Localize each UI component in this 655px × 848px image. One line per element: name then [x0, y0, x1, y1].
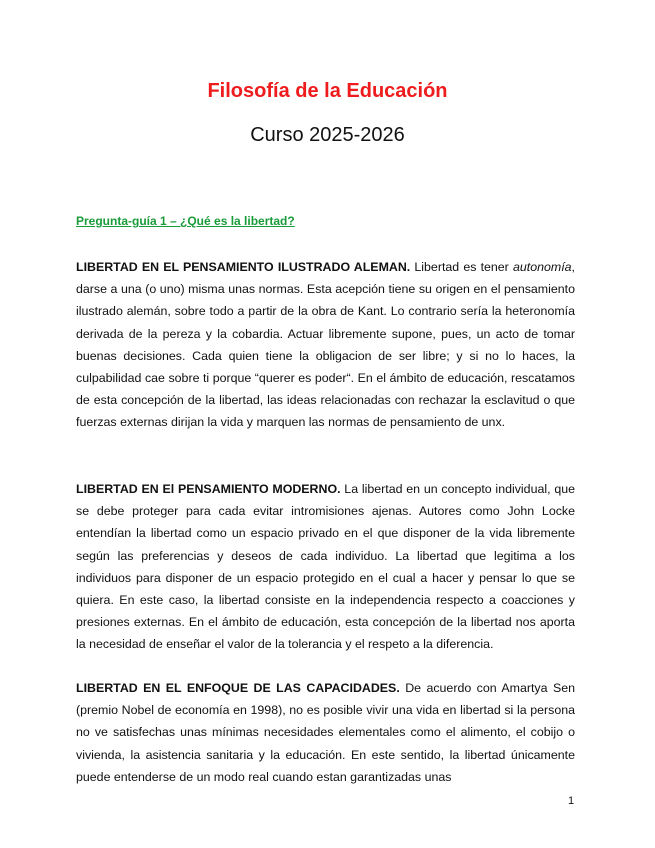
paragraph-text: Libertad es tener	[410, 260, 513, 274]
paragraph-lead: LIBERTAD EN EL ENFOQUE DE LAS CAPACIDADES.	[76, 681, 400, 695]
section-heading: Pregunta-guía 1 – ¿Qué es la libertad?	[76, 214, 295, 228]
paragraph-moderno	[76, 478, 575, 656]
paragraph-lead: LIBERTAD EN El PENSAMIENTO MODERNO.	[76, 482, 341, 496]
paragraph-ilustrado	[76, 256, 575, 434]
paragraph-text: De acuerdo con Amartya Sen (premio Nobel de economía en 1998), no es posible vivir una vida en libertad si la persona no ve satisfechas unas mínimas necesidades elementales como el alimento, el cobijo o vivienda, la asistencia sanitaria y la educación. En este sentido, la libertad únicamente puede entenderse de un modo real cuando estan garantizadas unas	[76, 681, 575, 784]
emphasis-term: autonomía	[512, 260, 572, 274]
paragraph-lead: LIBERTAD EN EL PENSAMIENTO ILUSTRADO ALEMAN.	[76, 260, 411, 274]
paragraph-capacidades	[76, 677, 575, 788]
paragraph-text: La libertad en un concepto individual, que se debe proteger para cada evitar intromisiones ajenas. Autores como John Locke entendían la libertad como un espacio privado en el que disponer de la vida libremente según las preferencias y deseos de cada individuo. La libertad que legitima a los individuos para disponer de un espacio protegido en el cual a hacer y pensar lo que se quiera. En este caso, la libertad consiste en la independencia respecto a coacciones y presiones externas. En el ámbito de educación, esta concepción de la libertad nos aporta la necesidad de enseñar el valor de la tolerancia y el respeto a la diferencia.	[76, 482, 575, 652]
document-title: Filosofía de la Educación	[207, 80, 448, 102]
course-subtitle: Curso 2025-2026	[250, 124, 405, 146]
page-number: 1	[568, 795, 575, 807]
paragraph-text: , darse a una (o uno) misma unas normas. Esta acepción tiene su origen en el pensamiento ilustrado alemán, sobre todo a partir de la obra de Kant. Lo contrario sería la heteronomía derivada de la pereza y la cobardia. Actuar libremente supone, pues, un acto de tomar buenas decisiones. Cada quien tiene la obligacion de ser libre; y si no lo haces, la culpabilidad cae sobre ti porque “querer es poder“. En el ámbito de educación, rescatamos de esta concepción de la libertad, las ideas relacionadas con rechazar la esclavitud o que fuerzas externas dirijan la vida y marquen las normas de pensamiento de unx.	[76, 260, 575, 430]
